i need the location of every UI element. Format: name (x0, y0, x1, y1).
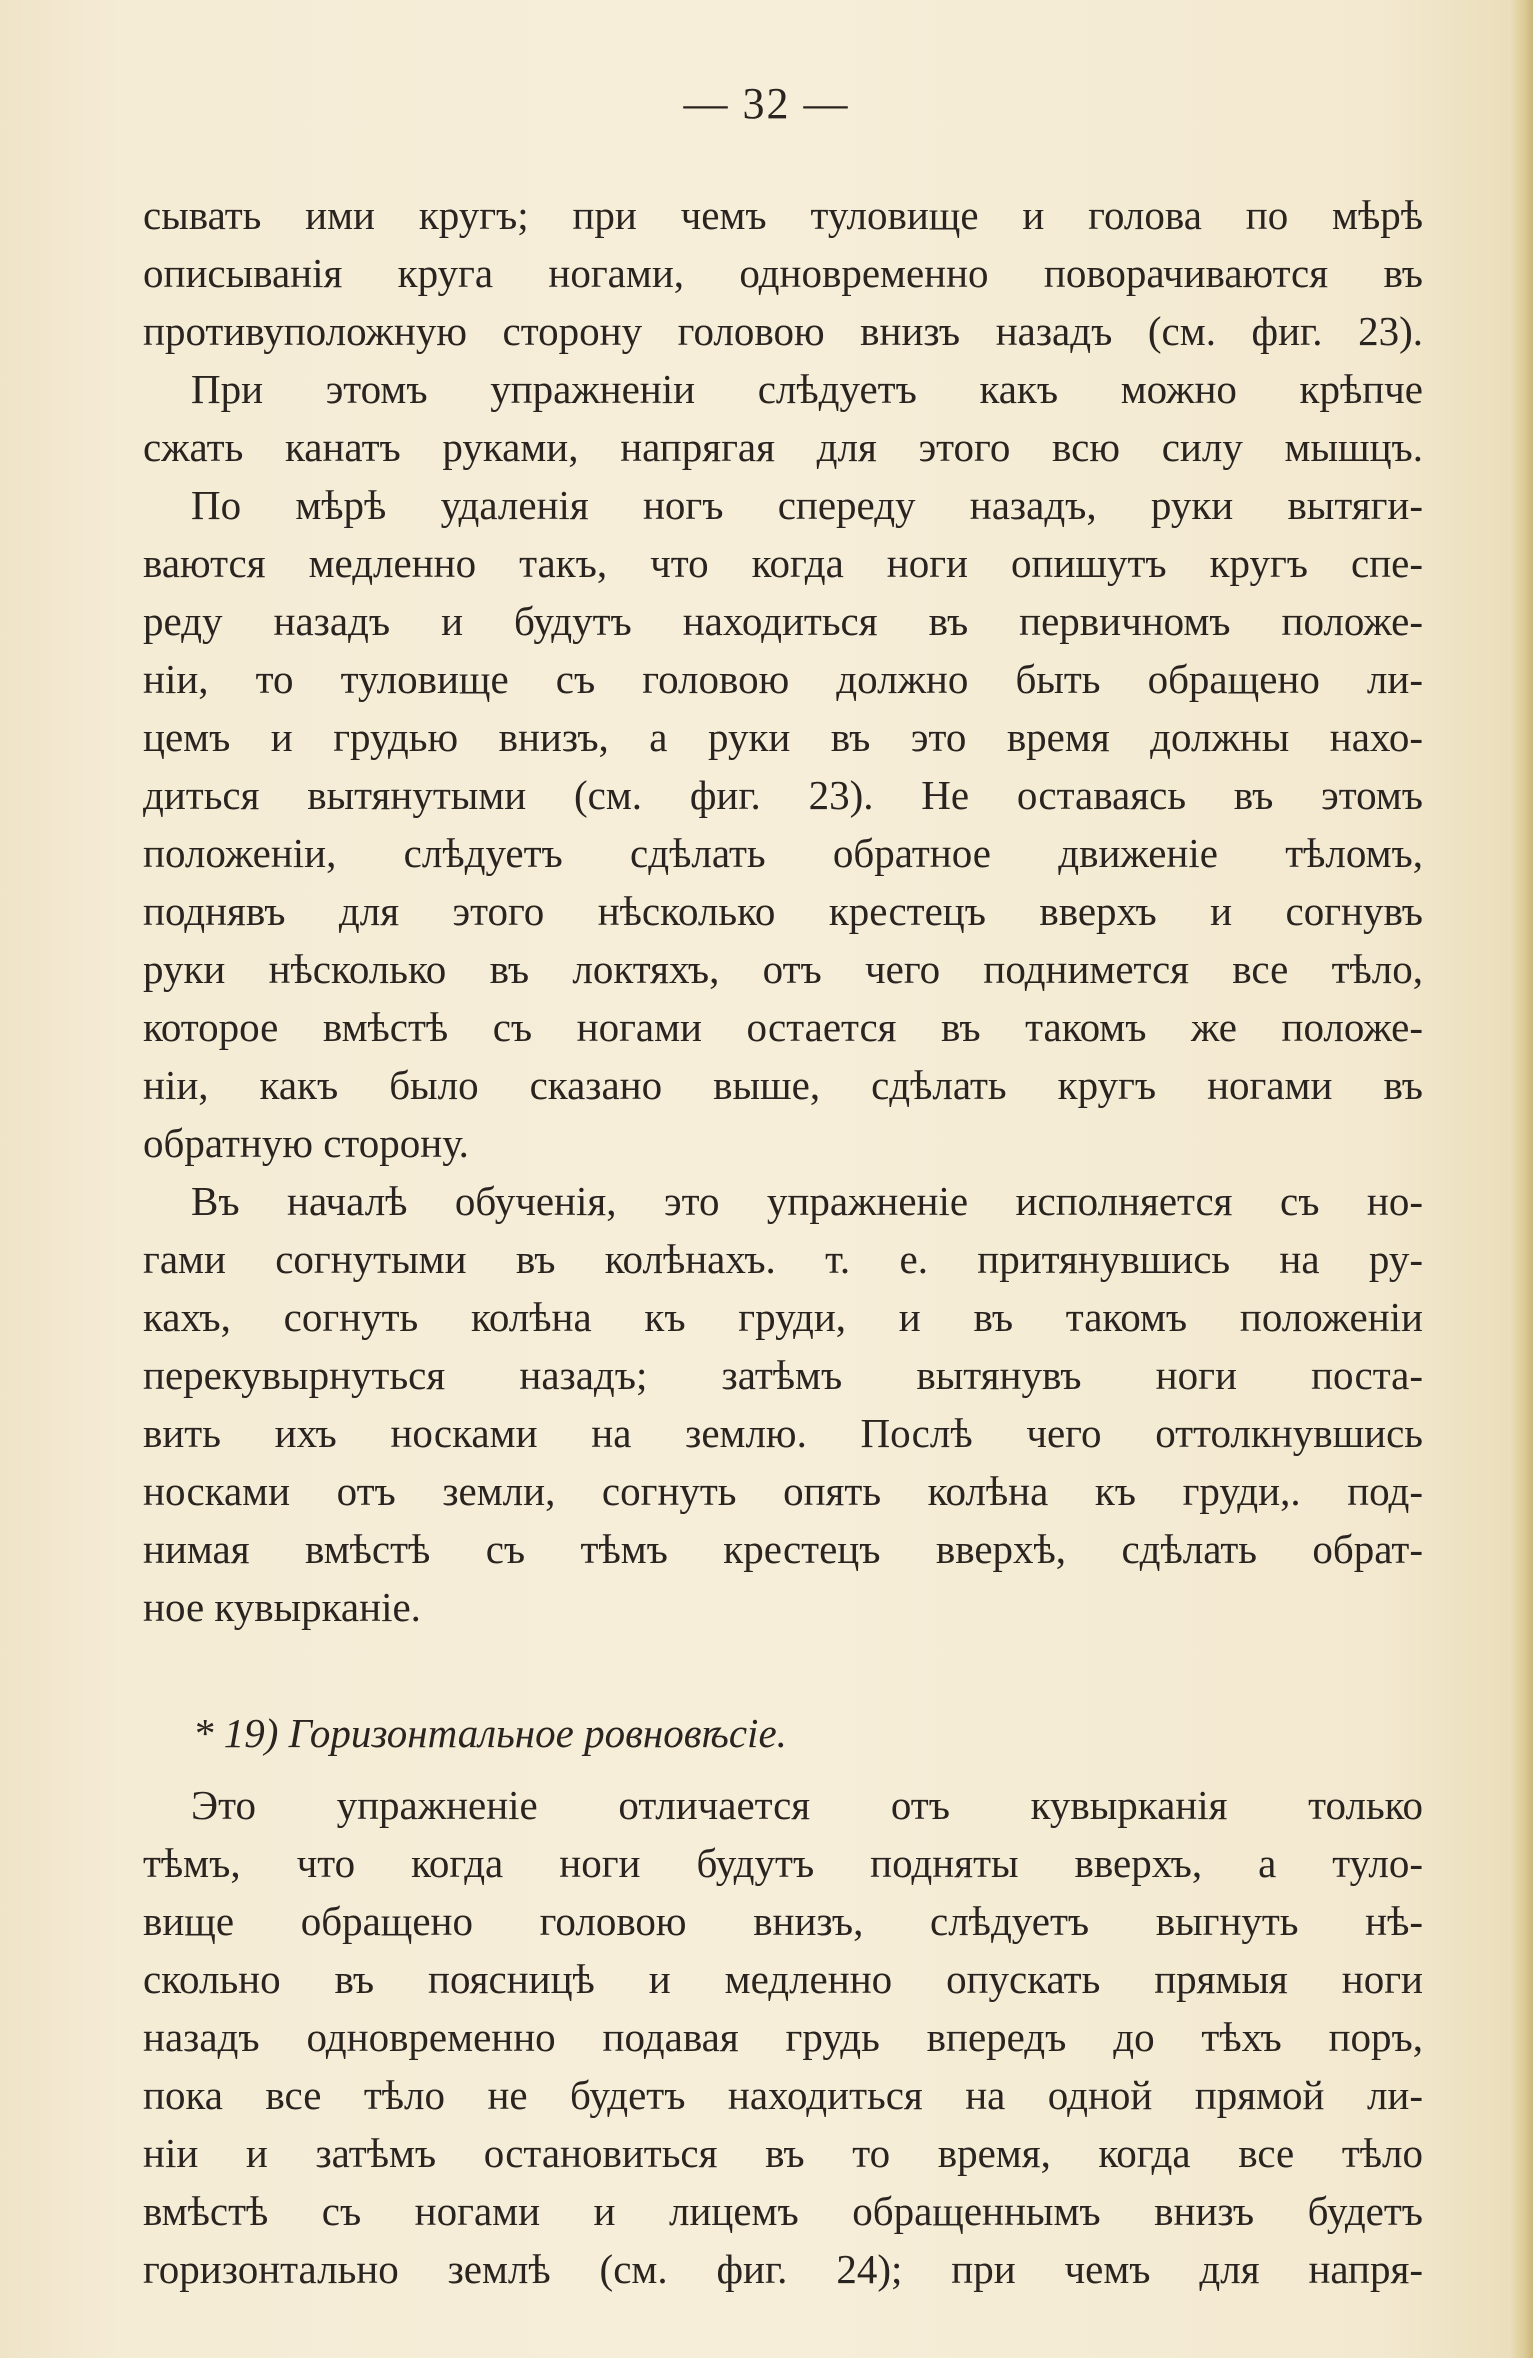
text-line: противуположную сторону головою внизъ назадъ (см. фиг. 23). (143, 308, 1423, 354)
text-line: ное кувырканіе. (143, 1584, 421, 1630)
page-body (143, 186, 1423, 2298)
text-line: вить ихъ носками на землю. Послѣ чего оттолкнувшись (143, 1410, 1423, 1456)
text-line: вище обращено головою внизъ, слѣдуетъ выгнуть нѣ- (143, 1898, 1423, 1944)
text-line: ваются медленно такъ, что когда ноги опишутъ кругъ спе- (143, 540, 1423, 586)
section-gap (143, 1636, 1423, 1692)
text-line: сывать ими кругъ; при чемъ туловище и голова по мѣрѣ (143, 192, 1423, 238)
text-line: носками отъ земли, согнуть опять колѣна къ груди,. под- (143, 1468, 1423, 1514)
text-line: цемъ и грудью внизъ, а руки въ это время должны нахо- (143, 714, 1423, 760)
text-line: гами согнутыми въ колѣнахъ. т. е. притянувшись на ру- (143, 1236, 1423, 1282)
text-line: ніи, то туловище съ головою должно быть обращено ли- (143, 656, 1423, 702)
text-line: обратную сторону. (143, 1120, 469, 1166)
text-line: описыванія круга ногами, одновременно поворачиваются въ (143, 250, 1423, 296)
page-number: — 32 — (683, 79, 850, 128)
text-line: реду назадъ и будутъ находиться въ первичномъ положе- (143, 598, 1423, 644)
text-line: сжать канатъ руками, напрягая для этого всю силу мышцъ. (143, 424, 1423, 470)
text-line: тѣмъ, что когда ноги будутъ подняты вверхъ, а туло- (143, 1840, 1423, 1886)
text-line: ніи и затѣмъ остановиться въ то время, когда все тѣло (143, 2130, 1423, 2176)
text-line: По мѣрѣ удаленія ногъ спереду назадъ, руки вытяги- (191, 482, 1423, 528)
text-line: перекувырнуться назадъ; затѣмъ вытянувъ ноги поста- (143, 1352, 1423, 1398)
text-line: нимая вмѣстѣ съ тѣмъ крестецъ вверхѣ, сдѣлать обрат- (143, 1526, 1423, 1572)
text-line: Это упражненіе отличается отъ кувырканія только (191, 1782, 1423, 1828)
text-line: положеніи, слѣдуетъ сдѣлать обратное движеніе тѣломъ, (143, 830, 1423, 876)
section-heading: * 19) Горизонтальное ровновѣсіе. (193, 1710, 787, 1756)
text-line: Въ началѣ обученія, это упражненіе исполняется съ но- (191, 1178, 1423, 1224)
text-line: диться вытянутыми (см. фиг. 23). Не оставаясь въ этомъ (143, 772, 1423, 818)
text-line: горизонтально землѣ (см. фиг. 24); при чемъ для напря- (143, 2246, 1423, 2292)
text-line: руки нѣсколько въ локтяхъ, отъ чего поднимется все тѣло, (143, 946, 1423, 992)
text-line: назадъ одновременно подавая грудь впередъ до тѣхъ поръ, (143, 2014, 1423, 2060)
text-line: которое вмѣстѣ съ ногами остается въ такомъ же положе- (143, 1004, 1423, 1050)
page-edge (1511, 0, 1533, 2358)
text-line: вмѣстѣ съ ногами и лицемъ обращеннымъ внизъ будетъ (143, 2188, 1423, 2234)
text-line: кахъ, согнуть колѣна къ груди, и въ такомъ положеніи (143, 1294, 1423, 1340)
text-line: ніи, какъ было сказано выше, сдѣлать кругъ ногами въ (143, 1062, 1423, 1108)
text-line: поднявъ для этого нѣсколько крестецъ вверхъ и согнувъ (143, 888, 1423, 934)
text-line: пока все тѣло не будетъ находиться на одной прямой ли- (143, 2072, 1423, 2118)
text-line: При этомъ упражненіи слѣдуетъ какъ можно крѣпче (191, 366, 1423, 412)
text-line: скольно въ поясницѣ и медленно опускать прямыя ноги (143, 1956, 1423, 2002)
